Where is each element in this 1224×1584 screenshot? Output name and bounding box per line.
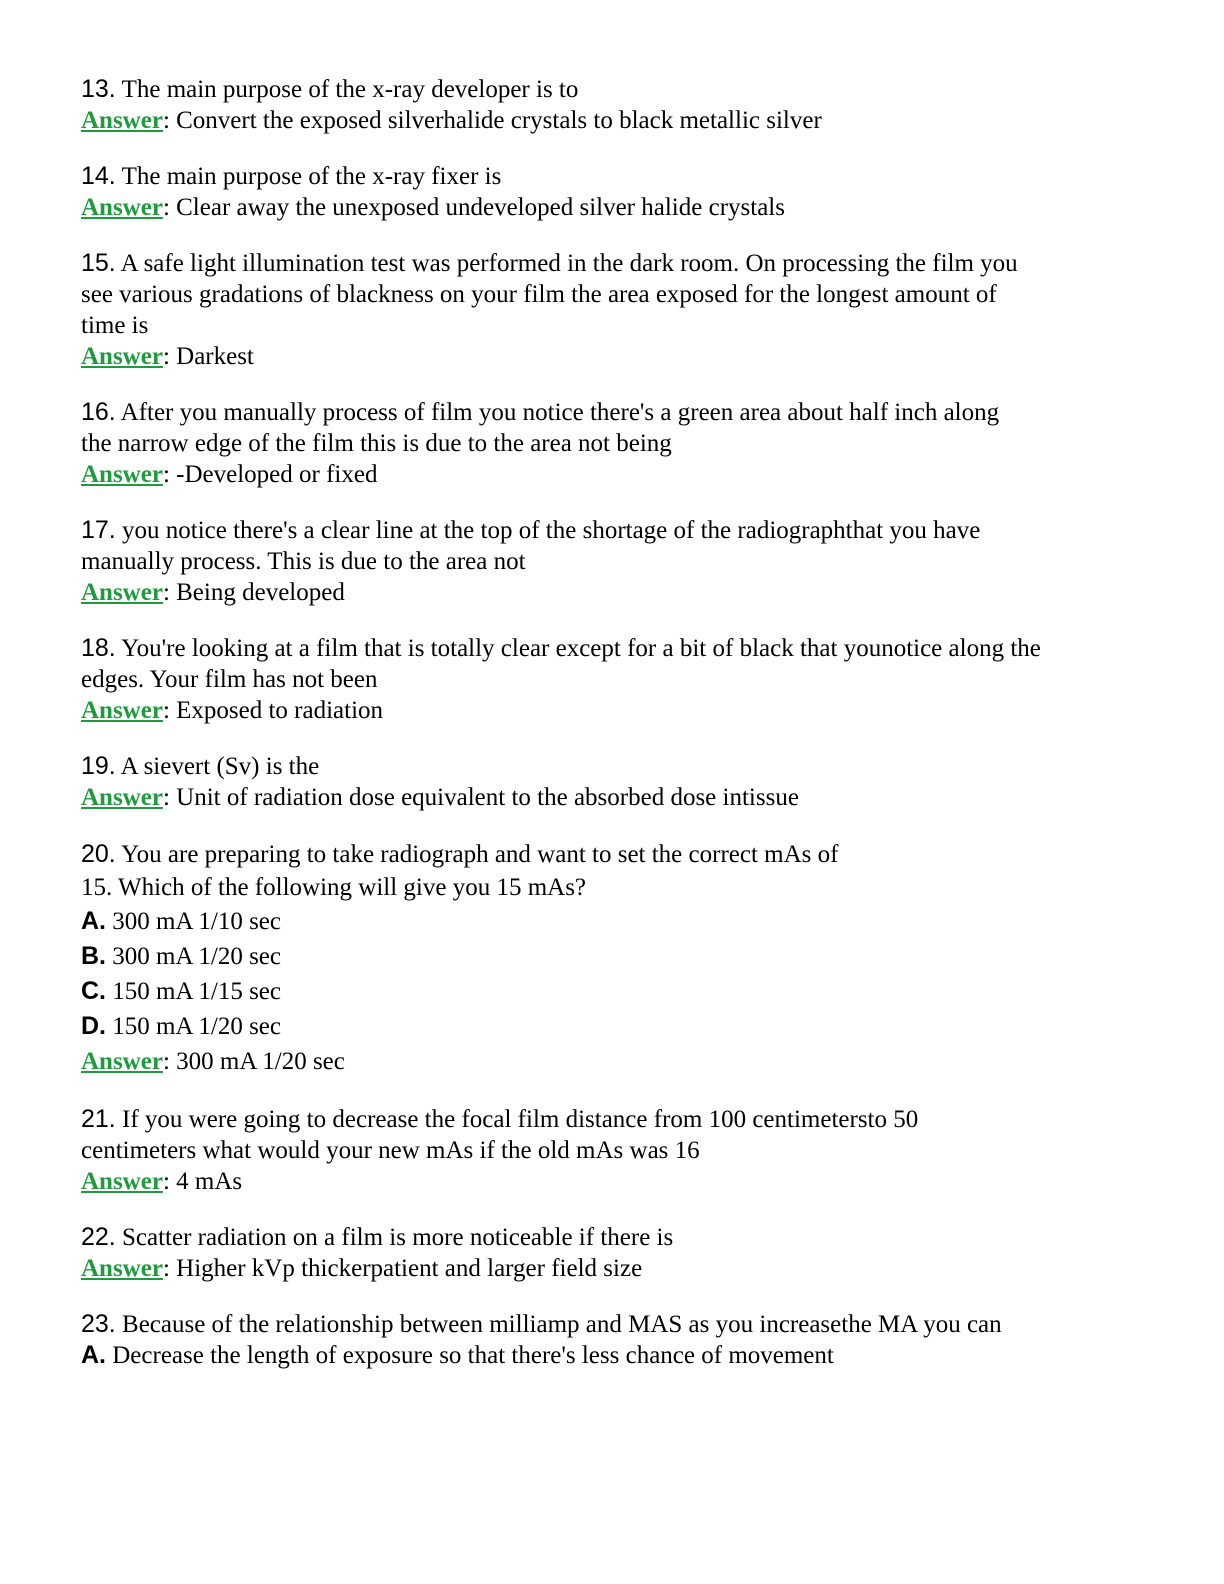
- answer-text: : Clear away the unexposed undeveloped silver halide crystals: [162, 194, 785, 221]
- option-letter: C.: [81, 977, 106, 1005]
- question-text: The main purpose of the x-ray developer is to: [121, 76, 579, 103]
- answer-line: [81, 105, 1151, 136]
- question-text-continued: centimeters what would your new mAs if the old mAs was 16: [81, 1137, 700, 1164]
- question-19: [81, 751, 1151, 813]
- option-c: [81, 974, 1151, 1009]
- question-23: [81, 1309, 1151, 1371]
- answer-text: : Exposed to radiation: [162, 697, 384, 724]
- question-text: You are preparing to take radiograph and want to set the correct mAs of: [121, 841, 839, 868]
- document-page: [81, 74, 1151, 1396]
- question-number: 18.: [81, 634, 116, 662]
- question-stem: [81, 248, 1151, 279]
- question-text-continued: the narrow edge of the film this is due to the area not being: [81, 430, 672, 457]
- question-number: 17.: [81, 516, 116, 544]
- question-17: [81, 515, 1151, 608]
- answer-line: [81, 341, 1151, 372]
- question-stem: [81, 633, 1151, 664]
- answer-label: Answer: [81, 107, 163, 134]
- question-text: Scatter radiation on a film is more noticeable if there is: [122, 1224, 674, 1251]
- answer-label: Answer: [81, 697, 163, 724]
- question-stem: [81, 838, 1151, 871]
- answer-label: Answer: [81, 579, 163, 606]
- question-stem: [81, 397, 1151, 428]
- option-a: [81, 904, 1151, 939]
- question-stem: [81, 1309, 1151, 1340]
- option-d: [81, 1009, 1151, 1044]
- question-text: The main purpose of the x-ray fixer is: [121, 163, 502, 190]
- option-b: [81, 939, 1151, 974]
- option-text: 150 mA 1/15 sec: [112, 978, 281, 1005]
- answer-text: : Convert the exposed silverhalide crystals to black metallic silver: [162, 107, 822, 134]
- question-22: [81, 1222, 1151, 1284]
- question-text-continued: see various gradations of blackness on your film the area exposed for the longest amount of: [81, 281, 997, 308]
- question-number: 20.: [81, 840, 116, 868]
- question-stem: [81, 161, 1151, 192]
- option-letter: A.: [81, 907, 106, 935]
- answer-label: Answer: [81, 1255, 163, 1282]
- answer-line: [81, 192, 1151, 223]
- answer-line: [81, 1253, 1151, 1284]
- answer-line: [81, 459, 1151, 490]
- question-text-continued: edges. Your film has not been: [81, 666, 378, 693]
- answer-label: Answer: [81, 1048, 163, 1075]
- question-13: [81, 74, 1151, 136]
- question-15: [81, 248, 1151, 372]
- question-stem: [81, 515, 1151, 546]
- answer-text: : Higher kVp thickerpatient and larger field size: [162, 1255, 643, 1282]
- option-letter: A.: [81, 1341, 106, 1369]
- answer-label: Answer: [81, 1168, 163, 1195]
- option-text: 300 mA 1/20 sec: [112, 943, 281, 970]
- question-number: 22.: [81, 1223, 116, 1251]
- question-number: 21.: [81, 1105, 116, 1133]
- answer-text: : -Developed or fixed: [162, 461, 378, 488]
- option-text: 150 mA 1/20 sec: [112, 1013, 281, 1040]
- question-number: 23.: [81, 1310, 116, 1338]
- answer-line: [81, 695, 1151, 726]
- question-stem: [81, 751, 1151, 782]
- question-18: [81, 633, 1151, 726]
- option-text: 300 mA 1/10 sec: [112, 908, 281, 935]
- answer-label: Answer: [81, 194, 163, 221]
- question-text-continued: 15. Which of the following will give you 15 mAs?: [81, 874, 587, 901]
- question-16: [81, 397, 1151, 490]
- option-a: [81, 1340, 1151, 1371]
- question-text-continued: time is: [81, 312, 149, 339]
- question-number: 15.: [81, 249, 116, 277]
- answer-label: Answer: [81, 461, 163, 488]
- question-stem: [81, 1222, 1151, 1253]
- answer-line: [81, 782, 1151, 813]
- question-21: [81, 1104, 1151, 1197]
- question-stem: [81, 74, 1151, 105]
- question-number: 19.: [81, 752, 116, 780]
- question-number: 16.: [81, 398, 116, 426]
- answer-text: : Being developed: [162, 579, 345, 606]
- answer-text: : Unit of radiation dose equivalent to the absorbed dose intissue: [162, 784, 799, 811]
- option-text: Decrease the length of exposure so that there's less chance of movement: [112, 1342, 834, 1369]
- option-letter: D.: [81, 1012, 106, 1040]
- question-stem: [81, 1104, 1151, 1135]
- answer-label: Answer: [81, 784, 163, 811]
- question-number: 13.: [81, 75, 116, 103]
- question-text: You're looking at a film that is totally clear except for a bit of black that younotice along the: [121, 635, 1041, 662]
- question-text: you notice there's a clear line at the top of the shortage of the radiographthat you have: [122, 517, 981, 544]
- question-text: Because of the relationship between milliamp and MAS as you increasethe MA you can: [122, 1311, 1002, 1338]
- answer-line: [81, 577, 1151, 608]
- answer-text: : 4 mAs: [162, 1168, 243, 1195]
- question-text: After you manually process of film you notice there's a green area about half inch along: [120, 399, 1000, 426]
- answer-line: [81, 1044, 1151, 1079]
- question-text: A sievert (Sv) is the: [120, 753, 320, 780]
- question-14: [81, 161, 1151, 223]
- answer-text: : Darkest: [162, 343, 254, 370]
- answer-label: Answer: [81, 343, 163, 370]
- question-text-continued: manually process. This is due to the area not: [81, 548, 526, 575]
- answer-line: [81, 1166, 1151, 1197]
- question-text: A safe light illumination test was performed in the dark room. On processing the film you: [120, 250, 1018, 277]
- question-number: 14.: [81, 162, 116, 190]
- question-text: If you were going to decrease the focal film distance from 100 centimetersto 50: [122, 1106, 919, 1133]
- option-letter: B.: [81, 942, 106, 970]
- answer-text: : 300 mA 1/20 sec: [162, 1048, 345, 1075]
- question-20: [81, 838, 1151, 1079]
